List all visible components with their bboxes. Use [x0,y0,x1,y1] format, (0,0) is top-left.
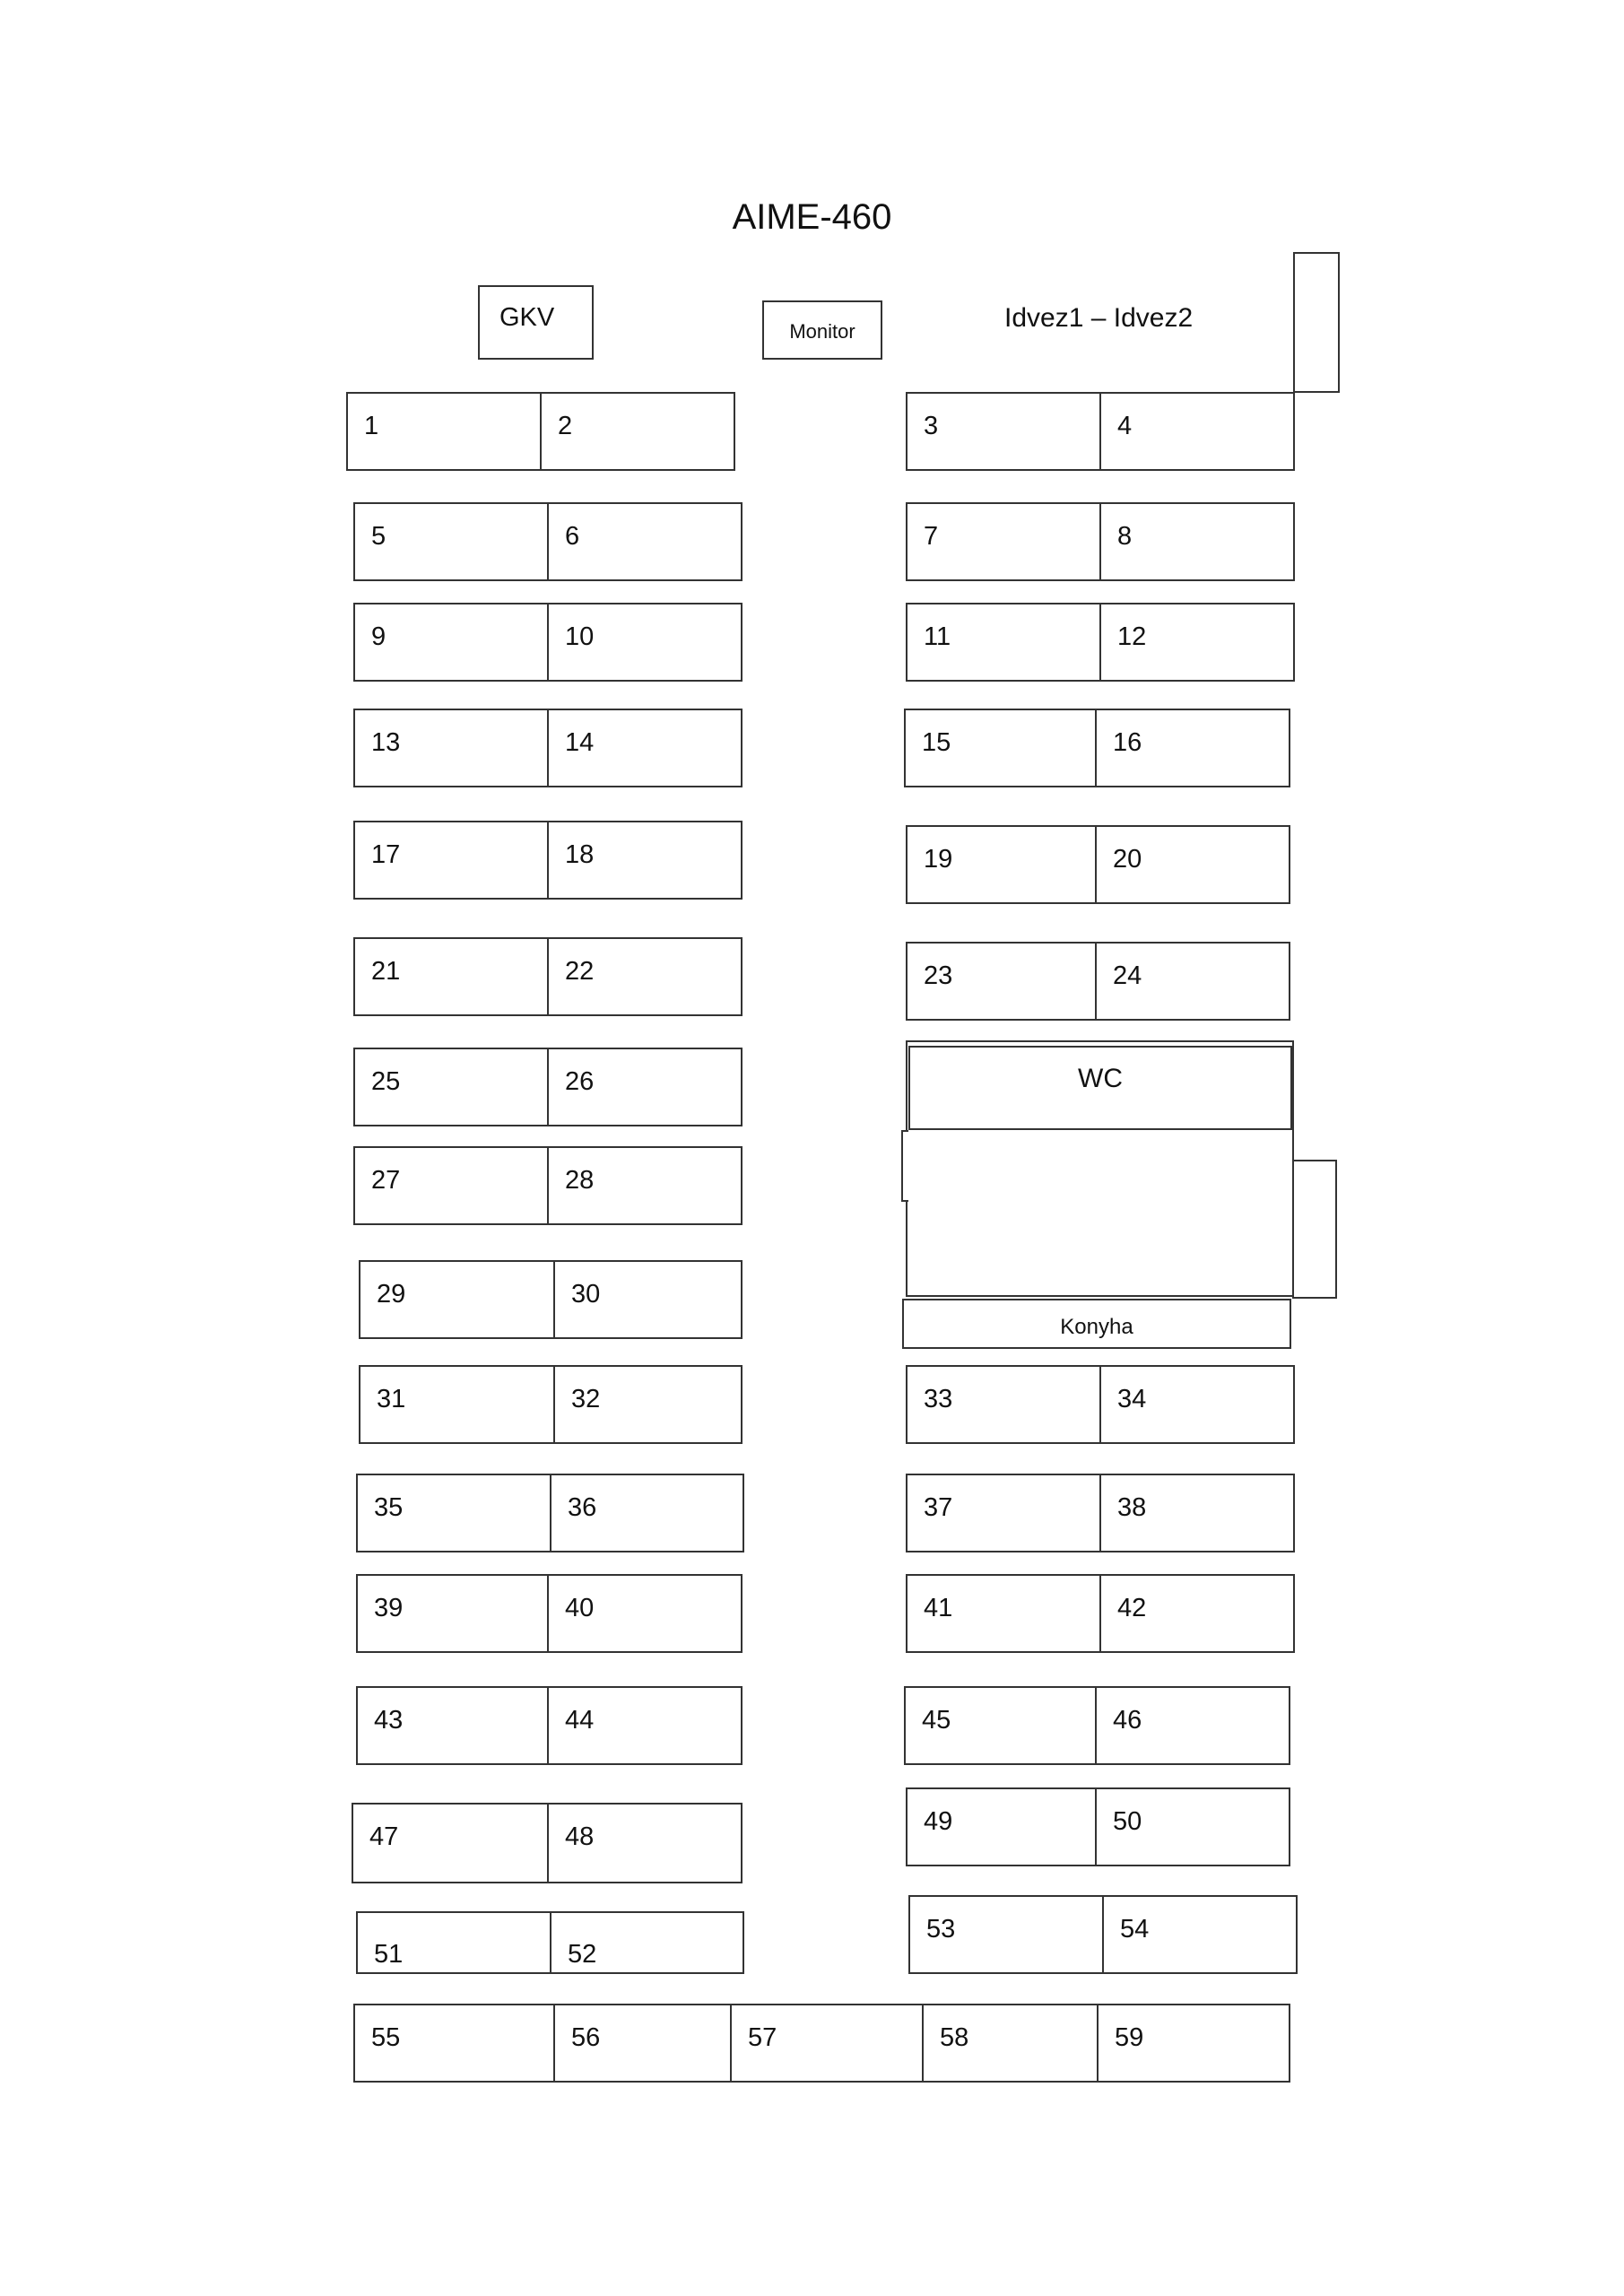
seat-57[interactable] [730,2004,924,2083]
seat-number: 43 [374,1706,404,1735]
seat-number: 51 [374,1940,404,1969]
seat-27[interactable] [353,1146,549,1225]
seat-30[interactable] [553,1260,743,1339]
seat-number: 2 [558,412,573,440]
page-title: AIME-460 [732,197,892,237]
seat-1[interactable] [346,392,542,471]
seat-2[interactable] [540,392,735,471]
seat-16[interactable] [1095,709,1290,787]
seat-number: 7 [924,522,939,551]
seat-49[interactable] [906,1787,1097,1866]
seat-54[interactable] [1102,1895,1298,1974]
side-panel-left [901,1130,908,1202]
seat-number: 29 [377,1280,406,1309]
seat-56[interactable] [553,2004,732,2083]
seat-number: 54 [1120,1915,1150,1944]
seat-55[interactable] [353,2004,555,2083]
seat-43[interactable] [356,1686,549,1765]
seat-14[interactable] [547,709,743,787]
seat-number: 21 [371,957,401,986]
seat-53[interactable] [908,1895,1104,1974]
seat-number: 59 [1115,2023,1144,2052]
seat-number: 40 [565,1594,595,1622]
seat-10[interactable] [547,603,743,682]
seat-29[interactable] [359,1260,555,1339]
seat-number: 26 [565,1067,595,1096]
wc-box [908,1046,1292,1130]
seat-8[interactable] [1099,502,1295,581]
seat-15[interactable] [904,709,1097,787]
seat-5[interactable] [353,502,549,581]
seat-42[interactable] [1099,1574,1295,1653]
kitchen-box [902,1299,1291,1349]
seat-number: 14 [565,728,595,757]
seat-number: 8 [1117,522,1133,551]
seat-number: 28 [565,1166,595,1195]
seat-47[interactable] [352,1803,549,1883]
seat-number: 44 [565,1706,595,1735]
seat-number: 41 [924,1594,953,1622]
seat-23[interactable] [906,942,1097,1021]
seat-number: 36 [568,1493,597,1522]
seat-number: 23 [924,961,953,990]
seat-number: 24 [1113,961,1142,990]
seat-number: 10 [565,622,595,651]
seat-number: 31 [377,1385,406,1413]
seat-11[interactable] [906,603,1101,682]
seat-12[interactable] [1099,603,1295,682]
seat-number: 53 [926,1915,956,1944]
seat-number: 22 [565,957,595,986]
seat-number: 30 [571,1280,601,1309]
seat-number: 9 [371,622,386,651]
seat-35[interactable] [356,1474,551,1552]
gkv-label: GKV [499,303,555,332]
seat-number: 15 [922,728,951,757]
seat-number: 19 [924,845,953,874]
seat-50[interactable] [1095,1787,1290,1866]
seat-17[interactable] [353,821,549,900]
seat-number: 35 [374,1493,404,1522]
door-front [1293,252,1340,393]
seat-number: 5 [371,522,386,551]
seat-31[interactable] [359,1365,555,1444]
seat-number: 6 [565,522,580,551]
seat-41[interactable] [906,1574,1101,1653]
seat-7[interactable] [906,502,1101,581]
seat-number: 34 [1117,1385,1147,1413]
seat-34[interactable] [1099,1365,1295,1444]
seat-40[interactable] [547,1574,743,1653]
seat-28[interactable] [547,1146,743,1225]
seat-number: 52 [568,1940,597,1969]
seat-number: 13 [371,728,401,757]
wc-label: WC [1078,1064,1123,1093]
seat-18[interactable] [547,821,743,900]
seat-45[interactable] [904,1686,1097,1765]
seat-58[interactable] [922,2004,1099,2083]
monitor-label: Monitor [789,320,855,343]
seat-number: 27 [371,1166,401,1195]
seat-number: 12 [1117,622,1147,651]
seat-44[interactable] [547,1686,743,1765]
seat-number: 58 [940,2023,969,2052]
seat-number: 3 [924,412,939,440]
seat-number: 50 [1113,1807,1142,1836]
seat-number: 20 [1113,845,1142,874]
seat-number: 4 [1117,412,1133,440]
seat-52[interactable] [550,1911,744,1974]
seat-number: 47 [369,1822,399,1851]
gkv-box [478,285,594,360]
seat-number: 48 [565,1822,595,1851]
seat-26[interactable] [547,1048,743,1126]
seat-number: 33 [924,1385,953,1413]
seat-21[interactable] [353,937,549,1016]
seat-number: 42 [1117,1594,1147,1622]
seat-number: 25 [371,1067,401,1096]
seat-39[interactable] [356,1574,549,1653]
seat-number: 17 [371,840,401,869]
seat-38[interactable] [1099,1474,1295,1552]
seat-6[interactable] [547,502,743,581]
seat-59[interactable] [1097,2004,1290,2083]
seat-number: 38 [1117,1493,1147,1522]
seat-number: 46 [1113,1706,1142,1735]
seat-9[interactable] [353,603,549,682]
seat-24[interactable] [1095,942,1290,1021]
seat-3[interactable] [906,392,1101,471]
seat-number: 37 [924,1493,953,1522]
seat-number: 1 [364,412,379,440]
seat-36[interactable] [550,1474,744,1552]
seat-33[interactable] [906,1365,1101,1444]
seat-number: 16 [1113,728,1142,757]
seat-13[interactable] [353,709,549,787]
drivers-label: Idvez1 – Idvez2 [1004,303,1194,333]
monitor-box [762,300,882,360]
seat-number: 39 [374,1594,404,1622]
seat-19[interactable] [906,825,1097,904]
seat-number: 57 [748,2023,777,2052]
seat-46[interactable] [1095,1686,1290,1765]
seat-51[interactable] [356,1911,551,1974]
kitchen-label: Konyha [1060,1315,1133,1339]
seat-22[interactable] [547,937,743,1016]
seat-number: 32 [571,1385,601,1413]
seat-number: 45 [922,1706,951,1735]
seat-37[interactable] [906,1474,1101,1552]
seat-number: 11 [924,622,951,651]
seat-25[interactable] [353,1048,549,1126]
seat-4[interactable] [1099,392,1295,471]
seat-20[interactable] [1095,825,1290,904]
door-rear [1292,1160,1337,1299]
seat-number: 55 [371,2023,401,2052]
seat-48[interactable] [547,1803,743,1883]
seat-number: 49 [924,1807,953,1836]
seat-number: 18 [565,840,595,869]
seat-number: 56 [571,2023,601,2052]
seat-32[interactable] [553,1365,743,1444]
